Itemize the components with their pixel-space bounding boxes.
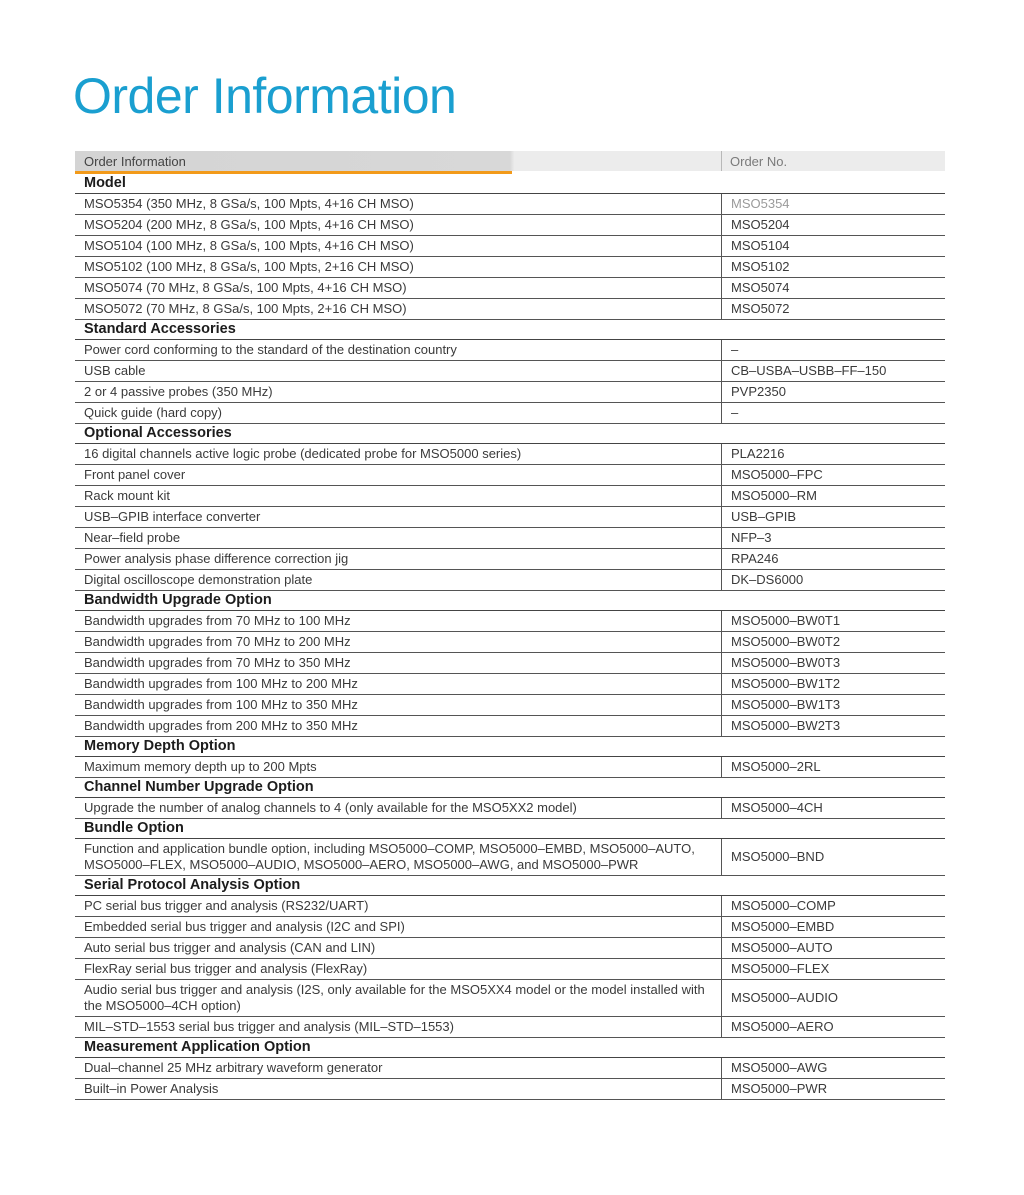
row-order-number: MSO5000–4CH [731, 800, 823, 815]
row-description: Auto serial bus trigger and analysis (CAN and LIN) [75, 938, 722, 958]
table-row [75, 299, 945, 320]
row-order-number: MSO5000–AERO [731, 1019, 834, 1034]
row-description: MIL–STD–1553 serial bus trigger and analysis (MIL–STD–1553) [75, 1017, 722, 1037]
row-description: Rack mount kit [75, 486, 722, 506]
row-order-number: MSO5072 [731, 301, 790, 316]
order-table [75, 151, 945, 1100]
row-description: USB–GPIB interface converter [75, 507, 722, 527]
section-heading: Bandwidth Upgrade Option [75, 591, 945, 611]
table-row [75, 528, 945, 549]
row-description: MSO5204 (200 MHz, 8 GSa/s, 100 Mpts, 4+16 CH MSO) [75, 215, 722, 235]
row-description: Near–field probe [75, 528, 722, 548]
row-order-number: MSO5354 [731, 196, 790, 211]
row-order-number: MSO5000–AUTO [731, 940, 833, 955]
row-description: Embedded serial bus trigger and analysis (I2C and SPI) [75, 917, 722, 937]
header-order-no: Order No. [730, 154, 788, 169]
table-row [75, 278, 945, 299]
row-order-number: MSO5000–BW1T2 [731, 676, 841, 691]
table-row [75, 716, 945, 737]
row-order-number: MSO5102 [731, 259, 790, 274]
table-row [75, 839, 945, 876]
row-order-number: MSO5000–BW0T1 [731, 613, 841, 628]
row-description: USB cable [75, 361, 722, 381]
table-row [75, 507, 945, 528]
row-description: Built–in Power Analysis [75, 1079, 722, 1099]
table-row [75, 361, 945, 382]
table-row [75, 444, 945, 465]
row-order-number: CB–USBA–USBB–FF–150 [731, 363, 887, 378]
table-row [75, 1058, 945, 1079]
table-row [75, 757, 945, 778]
row-order-number: MSO5000–BW0T2 [731, 634, 841, 649]
row-description: MSO5074 (70 MHz, 8 GSa/s, 100 Mpts, 4+16 CH MSO) [75, 278, 722, 298]
table-row [75, 403, 945, 424]
table-row [75, 549, 945, 570]
row-order-number: MSO5000–BW0T3 [731, 655, 841, 670]
row-description: Power analysis phase difference correction jig [75, 549, 722, 569]
section-heading: Bundle Option [75, 819, 945, 839]
row-description: Bandwidth upgrades from 100 MHz to 350 MHz [75, 695, 722, 715]
header-divider [721, 151, 722, 171]
row-description: Dual–channel 25 MHz arbitrary waveform generator [75, 1058, 722, 1078]
row-description: Front panel cover [75, 465, 722, 485]
row-order-number: MSO5204 [731, 217, 790, 232]
page-title: Order Information [73, 68, 457, 124]
table-row [75, 194, 945, 215]
table-row [75, 382, 945, 403]
row-order-number: MSO5000–FLEX [731, 961, 830, 976]
table-row [75, 1017, 945, 1038]
row-order-number: USB–GPIB [731, 509, 797, 524]
table-row [75, 1079, 945, 1100]
row-order-number: MSO5000–AUDIO [731, 990, 838, 1005]
table-row [75, 215, 945, 236]
table-row [75, 674, 945, 695]
row-order-number: MSO5000–BW1T3 [731, 697, 841, 712]
row-description: Bandwidth upgrades from 70 MHz to 200 MHz [75, 632, 722, 652]
row-order-number: MSO5000–AWG [731, 1060, 828, 1075]
row-order-number: – [731, 342, 739, 357]
row-order-number: MSO5000–EMBD [731, 919, 835, 934]
table-row [75, 486, 945, 507]
table-row [75, 632, 945, 653]
row-description: MSO5354 (350 MHz, 8 GSa/s, 100 Mpts, 4+16 CH MSO) [75, 194, 722, 214]
table-row [75, 465, 945, 486]
row-description: Digital oscilloscope demonstration plate [75, 570, 722, 590]
row-order-number: NFP–3 [731, 530, 772, 545]
row-order-number: – [731, 405, 739, 420]
table-row [75, 340, 945, 361]
row-description: Bandwidth upgrades from 200 MHz to 350 MHz [75, 716, 722, 736]
row-description: MSO5104 (100 MHz, 8 GSa/s, 100 Mpts, 4+16 CH MSO) [75, 236, 722, 256]
row-description: 2 or 4 passive probes (350 MHz) [75, 382, 722, 402]
section-heading: Serial Protocol Analysis Option [75, 876, 945, 896]
table-row [75, 695, 945, 716]
row-description: MSO5072 (70 MHz, 8 GSa/s, 100 Mpts, 2+16 CH MSO) [75, 299, 722, 319]
row-description: Function and application bundle option, including MSO5000–COMP, MSO5000–EMBD, MSO5000–AUTO, MSO5000–FLEX, MSO5000–AUDIO, MSO5000–AERO, MSO5000–AWG, and MSO5000–PWR [75, 839, 722, 875]
header-order-information: Order Information [84, 154, 186, 169]
row-description: Maximum memory depth up to 200 Mpts [75, 757, 722, 777]
table-row [75, 938, 945, 959]
row-description: Bandwidth upgrades from 100 MHz to 200 MHz [75, 674, 722, 694]
row-order-number: MSO5000–FPC [731, 467, 823, 482]
row-description: MSO5102 (100 MHz, 8 GSa/s, 100 Mpts, 2+16 CH MSO) [75, 257, 722, 277]
table-row [75, 611, 945, 632]
table-row [75, 236, 945, 257]
row-order-number: MSO5000–2RL [731, 759, 821, 774]
row-description: Bandwidth upgrades from 70 MHz to 100 MHz [75, 611, 722, 631]
row-description: PC serial bus trigger and analysis (RS232/UART) [75, 896, 722, 916]
table-header [75, 151, 945, 171]
row-order-number: PVP2350 [731, 384, 786, 399]
section-heading: Optional Accessories [75, 424, 945, 444]
table-row [75, 959, 945, 980]
row-order-number: DK–DS6000 [731, 572, 804, 587]
row-description: Power cord conforming to the standard of the destination country [75, 340, 722, 360]
table-row [75, 798, 945, 819]
table-row [75, 653, 945, 674]
row-description: Quick guide (hard copy) [75, 403, 722, 423]
table-row [75, 257, 945, 278]
table-row [75, 896, 945, 917]
row-order-number: MSO5104 [731, 238, 790, 253]
row-description: FlexRay serial bus trigger and analysis (FlexRay) [75, 959, 722, 979]
row-description: Bandwidth upgrades from 70 MHz to 350 MHz [75, 653, 722, 673]
row-order-number: MSO5000–BW2T3 [731, 718, 841, 733]
section-heading: Measurement Application Option [75, 1038, 945, 1058]
section-heading: Model [75, 174, 945, 194]
table-row [75, 980, 945, 1017]
table-body [75, 174, 945, 1100]
row-order-number: MSO5000–PWR [731, 1081, 828, 1096]
row-description: Audio serial bus trigger and analysis (I2S, only available for the MSO5XX4 model or the model installed with the MSO5000–4CH option) [75, 980, 722, 1016]
section-heading: Standard Accessories [75, 320, 945, 340]
row-description: 16 digital channels active logic probe (dedicated probe for MSO5000 series) [75, 444, 722, 464]
row-order-number: PLA2216 [731, 446, 785, 461]
row-order-number: RPA246 [731, 551, 779, 566]
section-heading: Memory Depth Option [75, 737, 945, 757]
section-heading: Channel Number Upgrade Option [75, 778, 945, 798]
table-row [75, 917, 945, 938]
table-row [75, 570, 945, 591]
row-order-number: MSO5000–COMP [731, 898, 836, 913]
row-order-number: MSO5074 [731, 280, 790, 295]
row-order-number: MSO5000–BND [731, 849, 825, 864]
row-description: Upgrade the number of analog channels to 4 (only available for the MSO5XX2 model) [75, 798, 722, 818]
row-order-number: MSO5000–RM [731, 488, 817, 503]
